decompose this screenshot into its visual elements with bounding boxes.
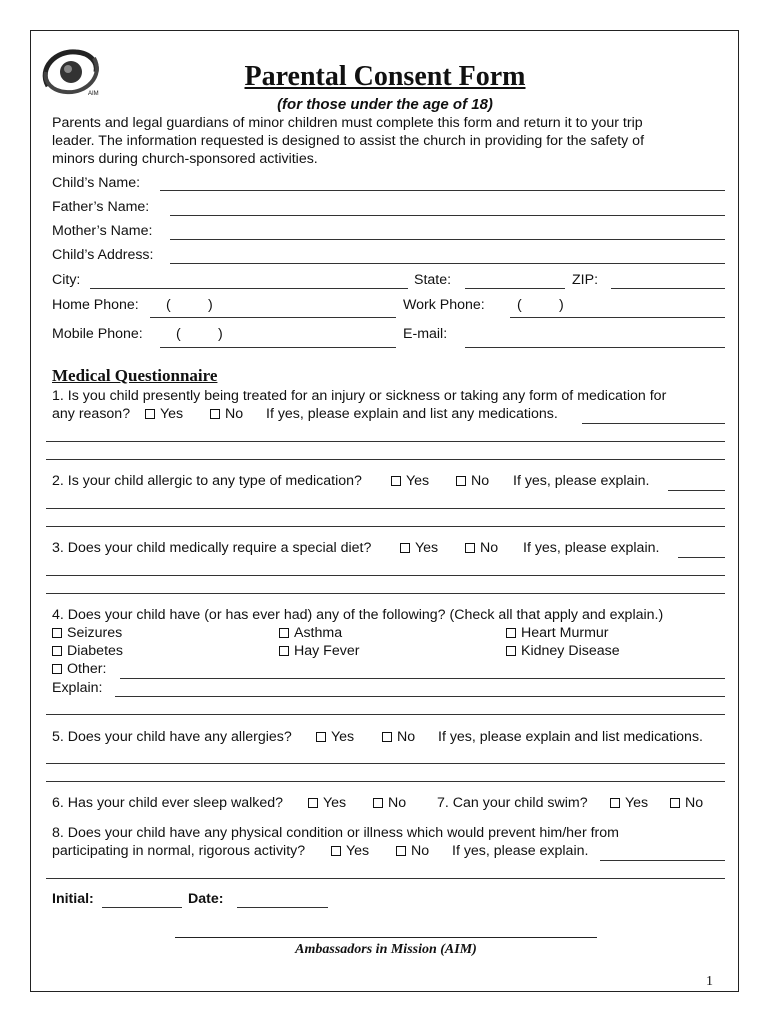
initial-label: Initial: — [52, 891, 94, 907]
condition-kidney-disease[interactable] — [506, 643, 620, 660]
q5-yes-label: Yes — [331, 729, 355, 745]
q8-no-checkbox[interactable] — [396, 846, 406, 856]
q8-explain-field-2[interactable] — [46, 878, 725, 879]
medical-heading: Medical Questionnaire — [52, 366, 218, 385]
condition-other[interactable] — [52, 661, 106, 678]
q3-explain-prompt: If yes, please explain. — [523, 540, 660, 556]
other-field[interactable] — [120, 678, 725, 679]
asthma-checkbox[interactable] — [279, 628, 289, 638]
q3-explain-field-1[interactable] — [678, 557, 725, 558]
q6-no-label: No — [388, 795, 407, 811]
q6-no-checkbox[interactable] — [373, 798, 383, 808]
city-label: City: — [52, 272, 81, 288]
q3-no-option[interactable] — [465, 540, 498, 557]
q5-text: 5. Does your child have any allergies? — [52, 729, 292, 745]
q7-no-checkbox[interactable] — [670, 798, 680, 808]
q2-no-option[interactable] — [456, 473, 489, 490]
zip-field[interactable] — [611, 288, 725, 289]
condition-diabetes[interactable] — [52, 643, 123, 660]
mother-name-field[interactable] — [170, 239, 725, 240]
q1-prefix: any reason? — [52, 406, 131, 422]
date-label: Date: — [188, 891, 224, 907]
state-field[interactable] — [465, 288, 565, 289]
father-name-field[interactable] — [170, 215, 725, 216]
intro-line-2: leader. The information requested is designed to assist the church in providing for the safety of — [52, 133, 645, 149]
q3-yes-checkbox[interactable] — [400, 543, 410, 553]
q7-text: 7. Can your child swim? — [437, 795, 588, 811]
page-number: 1 — [706, 974, 713, 989]
city-field[interactable] — [90, 288, 408, 289]
father-name-label: Father’s Name: — [52, 199, 150, 215]
mobile-phone-field[interactable] — [160, 347, 396, 348]
q1-yes-checkbox[interactable] — [145, 409, 155, 419]
q1-yes-label: Yes — [160, 406, 184, 422]
zip-label: ZIP: — [572, 272, 599, 288]
q2-text: 2. Is your child allergic to any type of medication? — [52, 473, 362, 489]
q6-yes-option[interactable] — [308, 795, 346, 812]
mobile-phone-label: Mobile Phone: — [52, 326, 143, 342]
work-phone-paren-open: ( — [517, 297, 522, 313]
home-phone-paren-open: ( — [166, 297, 171, 313]
home-phone-paren-close: ) — [208, 297, 213, 313]
heart-murmur-label: Heart Murmur — [521, 625, 609, 641]
initial-field[interactable] — [102, 907, 182, 908]
page-subtitle: (for those under the age of 18) — [277, 96, 493, 113]
hay-fever-checkbox[interactable] — [279, 646, 289, 656]
q6-yes-checkbox[interactable] — [308, 798, 318, 808]
q2-no-checkbox[interactable] — [456, 476, 466, 486]
q1-yes-option[interactable] — [145, 406, 183, 423]
q1-no-checkbox[interactable] — [210, 409, 220, 419]
q3-no-label: No — [480, 540, 499, 556]
q3-explain-field-2[interactable] — [46, 575, 725, 576]
explain-label: Explain: — [52, 680, 103, 696]
email-label: E-mail: — [403, 326, 448, 342]
q4-explain-field-2[interactable] — [46, 714, 725, 715]
q2-explain-field-3[interactable] — [46, 526, 725, 527]
diabetes-label: Diabetes — [67, 643, 123, 659]
kidney-disease-label: Kidney Disease — [521, 643, 620, 659]
q8-explain-field-1[interactable] — [600, 860, 725, 861]
q8-yes-checkbox[interactable] — [331, 846, 341, 856]
q1-no-option[interactable] — [210, 406, 243, 423]
q1-explain-field-3[interactable] — [46, 459, 725, 460]
q5-no-checkbox[interactable] — [382, 732, 392, 742]
child-name-label: Child’s Name: — [52, 175, 141, 191]
q5-no-label: No — [397, 729, 416, 745]
q2-explain-prompt: If yes, please explain. — [513, 473, 650, 489]
page-title: Parental Consent Form — [244, 61, 526, 92]
email-field[interactable] — [465, 347, 725, 348]
seizures-checkbox[interactable] — [52, 628, 62, 638]
q5-no-option[interactable] — [382, 729, 415, 746]
home-phone-field[interactable] — [150, 317, 396, 318]
q2-yes-checkbox[interactable] — [391, 476, 401, 486]
intro-line-3: minors during church-sponsored activities. — [52, 151, 318, 167]
q2-explain-field-1[interactable] — [668, 490, 725, 491]
q6-text: 6. Has your child ever sleep walked? — [52, 795, 284, 811]
q8-no-label: No — [411, 843, 430, 859]
q3-yes-option[interactable] — [400, 540, 438, 557]
work-phone-field[interactable] — [510, 317, 725, 318]
q3-no-checkbox[interactable] — [465, 543, 475, 553]
condition-hay-fever[interactable] — [279, 643, 359, 660]
q7-no-option[interactable] — [670, 795, 703, 812]
q6-yes-label: Yes — [323, 795, 347, 811]
q1-no-label: No — [225, 406, 244, 422]
hay-fever-label: Hay Fever — [294, 643, 360, 659]
child-address-field[interactable] — [170, 263, 725, 264]
org-name: Ambassadors in Mission (AIM) — [295, 942, 477, 957]
q7-no-label: No — [685, 795, 704, 811]
q6-no-option[interactable] — [373, 795, 406, 812]
child-address-label: Child’s Address: — [52, 247, 154, 263]
q8-yes-label: Yes — [346, 843, 370, 859]
q2-explain-field-2[interactable] — [46, 508, 725, 509]
q5-yes-option[interactable] — [316, 729, 354, 746]
condition-heart-murmur[interactable] — [506, 625, 609, 642]
intro-line-1: Parents and legal guardians of minor children must complete this form and return it to your trip — [52, 115, 643, 131]
q4-text: 4. Does your child have (or has ever had) any of the following? (Check all that apply and explain.) — [52, 607, 664, 623]
date-field[interactable] — [237, 907, 328, 908]
q7-yes-option[interactable] — [610, 795, 648, 812]
q2-no-label: No — [471, 473, 490, 489]
q8-no-option[interactable] — [396, 843, 429, 860]
child-name-field[interactable] — [160, 190, 725, 191]
q8-prefix: participating in normal, rigorous activity? — [52, 843, 306, 859]
mobile-phone-paren-close: ) — [218, 326, 223, 342]
diabetes-checkbox[interactable] — [52, 646, 62, 656]
q3-explain-field-3[interactable] — [46, 593, 725, 594]
q4-explain-field-1[interactable] — [115, 696, 725, 697]
q5-explain-prompt: If yes, please explain and list medications. — [438, 729, 703, 745]
mobile-phone-paren-open: ( — [176, 326, 181, 342]
work-phone-paren-close: ) — [559, 297, 564, 313]
work-phone-label: Work Phone: — [403, 297, 485, 313]
q1-explain-field-2[interactable] — [46, 441, 725, 442]
q1-explain-prompt: If yes, please explain and list any medications. — [266, 406, 558, 422]
q1-text: 1. Is you child presently being treated for an injury or sickness or taking any form of medication for — [52, 388, 667, 404]
q2-yes-option[interactable] — [391, 473, 429, 490]
q8-yes-option[interactable] — [331, 843, 369, 860]
other-checkbox[interactable] — [52, 664, 62, 674]
condition-seizures[interactable] — [52, 625, 122, 642]
logo-text: AIM — [88, 91, 99, 97]
q3-yes-label: Yes — [415, 540, 439, 556]
seizures-label: Seizures — [67, 625, 123, 641]
q7-yes-label: Yes — [625, 795, 649, 811]
q5-yes-checkbox[interactable] — [316, 732, 326, 742]
q7-yes-checkbox[interactable] — [610, 798, 620, 808]
q2-yes-label: Yes — [406, 473, 430, 489]
condition-asthma[interactable] — [279, 625, 342, 642]
kidney-disease-checkbox[interactable] — [506, 646, 516, 656]
q8-text: 8. Does your child have any physical condition or illness which would prevent him/her from — [52, 825, 619, 841]
q8-explain-prompt: If yes, please explain. — [452, 843, 589, 859]
asthma-label: Asthma — [294, 625, 343, 641]
signature-line — [175, 937, 597, 938]
q1-explain-field-1[interactable] — [582, 423, 725, 424]
state-label: State: — [414, 272, 452, 288]
q5-explain-field-1[interactable] — [46, 763, 725, 764]
q3-text: 3. Does your child medically require a special diet? — [52, 540, 372, 556]
q5-explain-field-2[interactable] — [46, 781, 725, 782]
mother-name-label: Mother’s Name: — [52, 223, 153, 239]
other-label: Other: — [67, 661, 107, 677]
home-phone-label: Home Phone: — [52, 297, 139, 313]
heart-murmur-checkbox[interactable] — [506, 628, 516, 638]
